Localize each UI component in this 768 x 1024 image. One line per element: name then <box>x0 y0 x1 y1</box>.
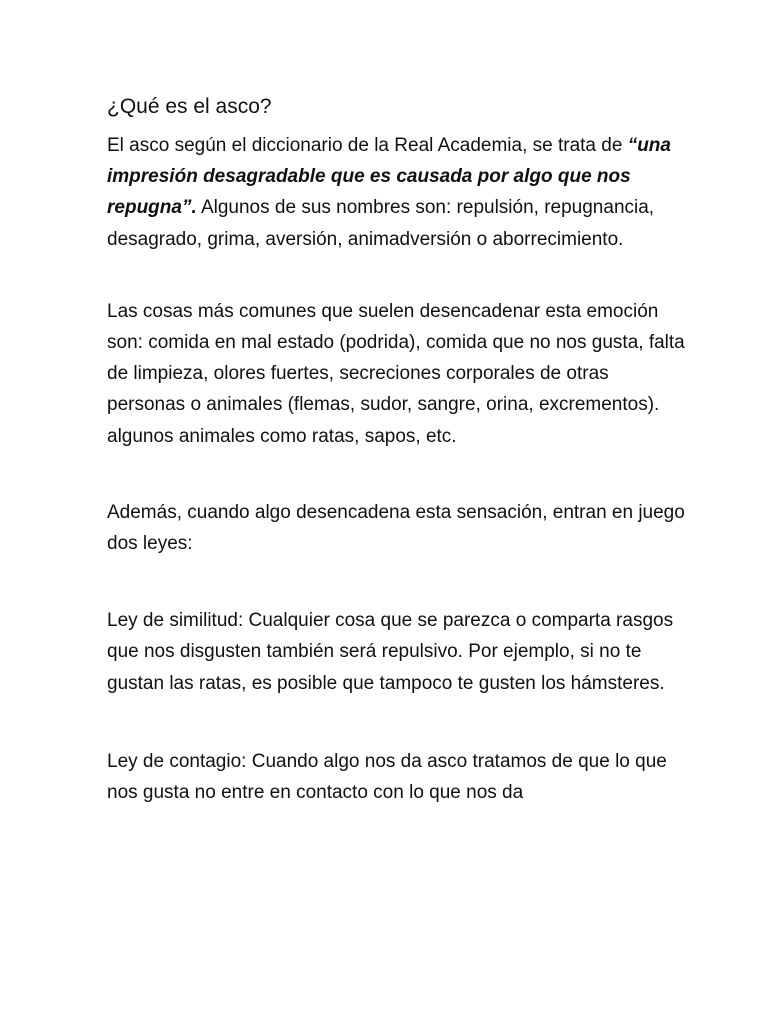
paragraph-law-similarity: Ley de similitud: Cualquier cosa que se parezca o comparta rasgos que nos disgusten también será repulsivo. Por ejemplo, si no te gustan las ratas, es posible que tampoco te gusten los hámsteres. <box>107 610 674 694</box>
page-title: ¿Qué es el asco? <box>107 95 272 118</box>
intro-text-end: Algunos de sus nombres son: repulsión, repugnancia, desagrado, grima, aversión, animadversión o aborrecimiento. <box>107 197 655 250</box>
paragraph-laws-intro: Además, cuando algo desencadena esta sensación, entran en juego dos leyes: <box>107 501 685 555</box>
document-body <box>107 92 687 808</box>
intro-text-start: El asco según el diccionario de la Real Academia, se trata de <box>107 135 628 156</box>
paragraph-triggers: Las cosas más comunes que suelen desencadenar esta emoción son: comida en mal estado (podrida), comida que no nos gusta, falta de limpieza, olores fuertes, secreciones corporales de otras personas o animales (flemas, sudor, sangre, orina, excrementos). algunos animales como ratas, sapos, etc. <box>107 300 685 447</box>
dictionary-quote: “una impresión desagradable que es causada por algo que nos repugna”. <box>107 135 671 219</box>
intro-paragraph <box>107 130 687 255</box>
paragraph-law-contagion: Ley de contagio: Cuando algo nos da asco tratamos de que lo que nos gusta no entre en contacto con lo que nos da <box>107 750 667 804</box>
